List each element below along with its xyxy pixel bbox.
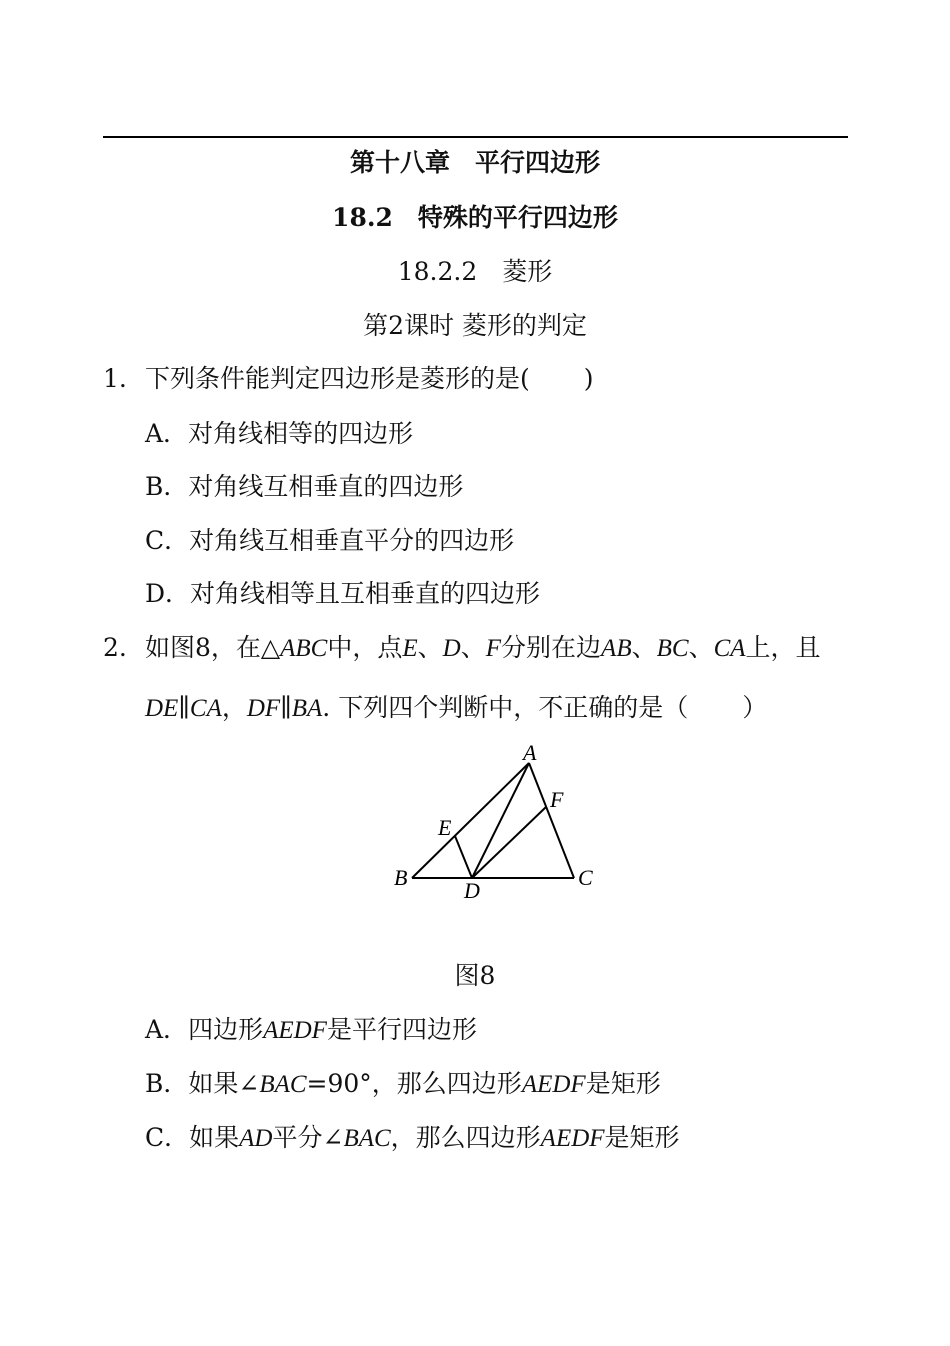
option-label: A． xyxy=(145,419,189,448)
lesson-title: 第2课时 菱形的判定 xyxy=(363,311,587,340)
stem-text: 上，且 xyxy=(745,633,821,662)
separator: 、 xyxy=(688,633,714,662)
triangle-name: ABC xyxy=(280,635,328,662)
segment-ca: CA xyxy=(189,695,222,722)
quad-aedf: AEDF xyxy=(263,1017,327,1044)
segment-de-line xyxy=(455,836,472,878)
segment-de: DE xyxy=(145,695,179,722)
label-c: C xyxy=(578,865,593,890)
angle-bac: BAC xyxy=(343,1125,391,1152)
paren-close: ) xyxy=(583,364,594,393)
side-ab-line xyxy=(412,763,529,878)
separator: 、 xyxy=(460,633,486,662)
option-label: D． xyxy=(145,579,191,608)
question-1-stem xyxy=(103,363,594,395)
q1-option-d xyxy=(145,578,540,610)
segment-ad: AD xyxy=(239,1125,273,1152)
figure-8-triangle xyxy=(380,735,620,905)
quad-aedf: AEDF xyxy=(521,1071,586,1098)
parallel-symbol: ∥ xyxy=(178,693,190,722)
question-number: 1. xyxy=(103,364,127,393)
q2-option-c xyxy=(145,1122,680,1155)
stem-text: 中，点 xyxy=(327,633,403,662)
segment-ba: BA xyxy=(291,695,323,722)
point-e: E xyxy=(402,635,418,662)
option-text: 是平行四边形 xyxy=(326,1015,477,1044)
option-text: ，那么四边形 xyxy=(390,1123,541,1152)
option-text: 对角线相等且互相垂直的四边形 xyxy=(190,579,541,608)
option-label: B． xyxy=(145,472,189,501)
stem-text: 如图8，在△ xyxy=(145,633,281,662)
quad-aedf: AEDF xyxy=(540,1125,605,1152)
option-text: 平分∠ xyxy=(272,1123,344,1152)
side-ab: AB xyxy=(601,635,632,662)
option-text: 对角线互相垂直平分的四边形 xyxy=(189,526,515,555)
side-ca: CA xyxy=(713,635,746,662)
stem-text: . 下列四个判断中，不正确的是（ xyxy=(322,693,689,722)
stem-text: 分别在边 xyxy=(501,633,602,662)
separator: 、 xyxy=(417,633,443,662)
q1-option-b xyxy=(145,471,463,503)
option-text: 如果∠ xyxy=(188,1069,260,1098)
option-text: 是矩形 xyxy=(585,1069,661,1098)
option-text: 对角线相等的四边形 xyxy=(188,419,414,448)
label-a: A xyxy=(523,740,537,765)
question-number: 2. xyxy=(103,633,127,662)
question-2-stem-line1 xyxy=(103,632,821,665)
segment-ad-line xyxy=(472,763,529,878)
top-rule xyxy=(103,136,848,138)
section-title: 18.2 特殊的平行四边形 xyxy=(332,203,618,232)
paren-close: ） xyxy=(742,693,768,722)
parallel-symbol: ∥ xyxy=(280,693,292,722)
question-2-stem-line2 xyxy=(145,692,767,725)
option-text: 对角线互相垂直的四边形 xyxy=(188,472,464,501)
option-text: =90°，那么四边形 xyxy=(306,1069,522,1098)
side-bc: BC xyxy=(656,635,689,662)
q2-option-b xyxy=(145,1068,661,1101)
label-f: F xyxy=(550,787,564,812)
separator: ， xyxy=(221,693,247,722)
segment-df-line xyxy=(472,807,546,878)
subsection-title: 18.2.2 菱形 xyxy=(397,257,553,286)
q1-option-c xyxy=(145,525,514,557)
option-text: 四边形 xyxy=(188,1015,264,1044)
option-label: B． xyxy=(145,1069,189,1098)
segment-df: DF xyxy=(246,695,281,722)
figure-caption: 图8 xyxy=(454,961,496,990)
separator: 、 xyxy=(631,633,657,662)
point-d: D xyxy=(442,635,461,662)
label-b: B xyxy=(394,865,408,890)
option-text: 如果 xyxy=(189,1123,240,1152)
point-f: F xyxy=(485,635,502,662)
q1-option-a xyxy=(145,418,413,450)
label-e: E xyxy=(438,815,452,840)
option-label: A． xyxy=(145,1015,189,1044)
side-ca-line xyxy=(529,763,574,878)
label-d: D xyxy=(464,878,480,903)
q2-option-a xyxy=(145,1014,477,1047)
option-label: C． xyxy=(145,1123,190,1152)
chapter-title: 第十八章 平行四边形 xyxy=(349,148,600,177)
question-text: 下列条件能判定四边形是菱形的是( xyxy=(145,364,530,393)
angle-bac: BAC xyxy=(259,1071,307,1098)
option-label: C． xyxy=(145,526,190,555)
option-text: 是矩形 xyxy=(604,1123,680,1152)
